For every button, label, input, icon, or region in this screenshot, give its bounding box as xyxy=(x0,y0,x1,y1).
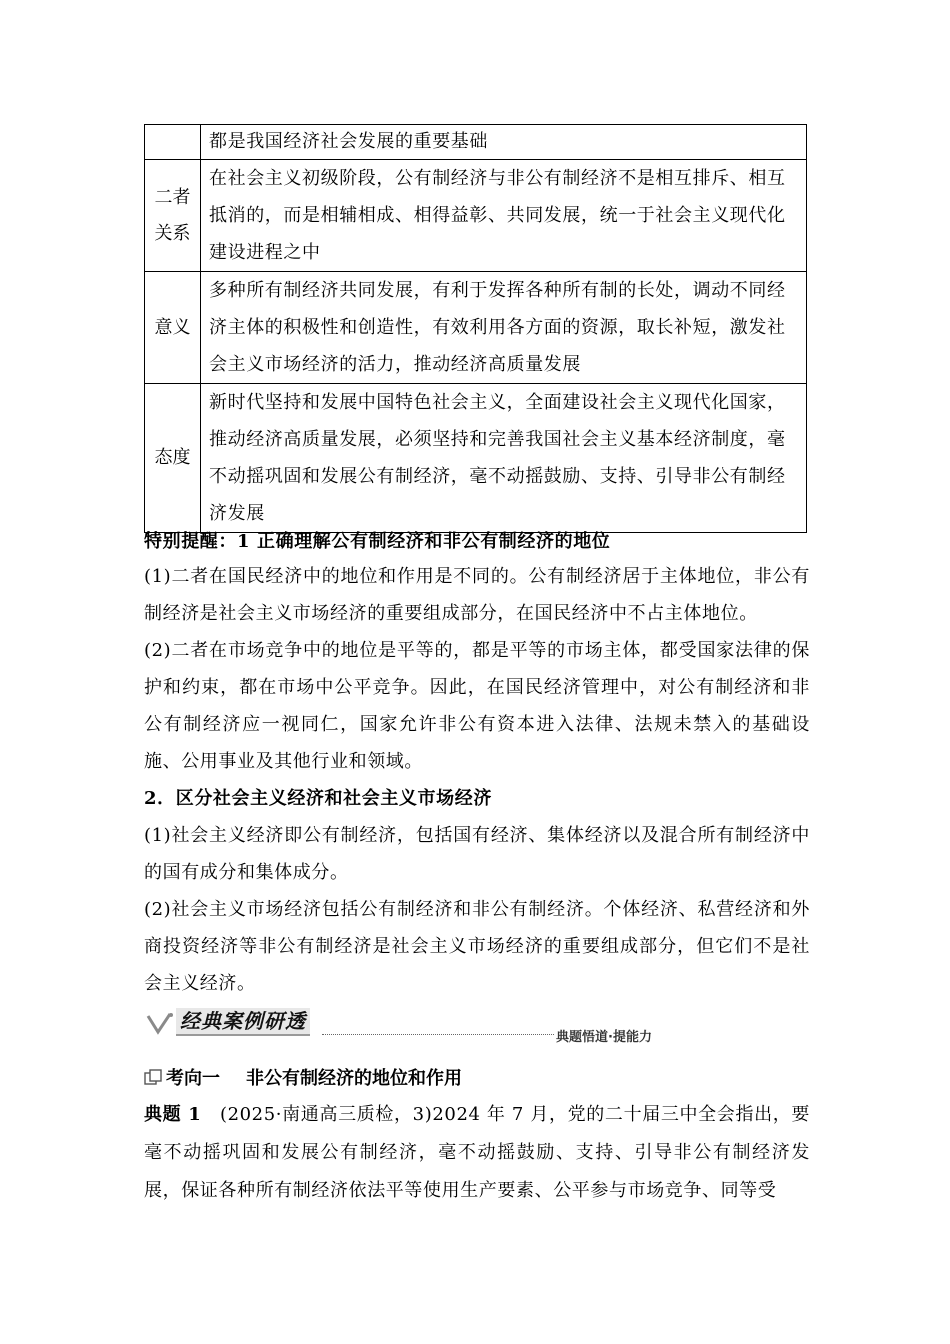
tips-section xyxy=(144,526,810,1002)
banner-divider xyxy=(322,1034,554,1035)
row-text: 新时代坚持和发展中国特色社会主义，全面建设社会主义现代化国家，推动经济高质量发展，必须坚持和完善我国社会主义基本经济制度，毫不动摇巩固和发展公有制经济，毫不动摇鼓励、支持、引导非公有制经济发展 xyxy=(201,384,807,533)
row-label-text: 二者关系 xyxy=(154,186,191,244)
tips-paragraph-1: (1)二者在国民经济中的地位和作用是不同的。公有制经济居于主体地位，非公有制经济是社会主义市场经济的重要组成部分，在国民经济中不占主体地位。 xyxy=(144,566,810,624)
banner-subtitle: 典题悟道·提能力 xyxy=(556,1030,652,1045)
row-label xyxy=(145,160,201,272)
example-section xyxy=(144,1096,810,1210)
example-paragraph xyxy=(144,1096,810,1210)
table-row xyxy=(145,272,807,384)
tips-paragraph-3: (1)社会主义经济即公有制经济，包括国有经济、集体经济以及混合所有制经济中的国有成分和集体成分。 xyxy=(144,825,810,883)
tips-heading: 特别提醒：1 正确理解公有制经济和非公有制经济的地位 xyxy=(144,531,611,552)
row-label xyxy=(145,125,201,160)
direction-label: 考向一 xyxy=(166,1068,220,1089)
row-text: 在社会主义初级阶段，公有制经济与非公有制经济不是相互排斥、相互抵消的，而是相辅相成、相得益彰、共同发展，统一于社会主义现代化建设进程之中 xyxy=(201,160,807,272)
table-row xyxy=(145,160,807,272)
section-banner xyxy=(146,1004,652,1045)
row-label: 意义 xyxy=(145,272,201,384)
direction-title: 非公有制经济的地位和作用 xyxy=(246,1068,462,1089)
knowledge-table xyxy=(144,124,807,533)
table-row xyxy=(145,125,807,160)
example-label: 典题 1 xyxy=(144,1104,202,1125)
tips-paragraph-4: (2)社会主义市场经济包括公有制经济和非公有制经济。个体经济、私营经济和外商投资经济等非公有制经济是社会主义市场经济的重要组成部分，但它们不是社会主义经济。 xyxy=(144,899,810,994)
row-text: 都是我国经济社会发展的重要基础 xyxy=(201,125,807,160)
tips-heading-2: 2．区分社会主义经济和社会主义市场经济 xyxy=(144,788,492,809)
row-text: 多种所有制经济共同发展，有利于发挥各种所有制的长处，调动不同经济主体的积极性和创造性，有效利用各方面的资源，取长补短，激发社会主义市场经济的活力，推动经济高质量发展 xyxy=(201,272,807,384)
banner-title: 经典案例研透 xyxy=(176,1008,310,1036)
chevron-mark-icon xyxy=(146,1010,174,1036)
table-row xyxy=(145,384,807,533)
tips-paragraph-2: (2)二者在市场竞争中的地位是平等的，都是平等的市场主体，都受国家法律的保护和约束，都在市场中公平竞争。因此，在国民经济管理中，对公有制经济和非公有制经济应一视同仁，国家允许非公有资本进入法律、法规未禁入的基础设施、公用事业及其他行业和领域。 xyxy=(144,640,810,772)
direction-heading xyxy=(144,1064,462,1094)
example-text: (2025·南通高三质检，3)2024 年 7 月，党的二十届三中全会指出，要毫不动摇巩固和发展公有制经济，毫不动摇鼓励、支持、引导非公有制经济发展，保证各种所有制经济依法平等使用生产要素、公平参与市场竞争、同等受 xyxy=(144,1104,810,1201)
row-label: 态度 xyxy=(145,384,201,533)
overlap-squares-icon xyxy=(144,1067,162,1085)
